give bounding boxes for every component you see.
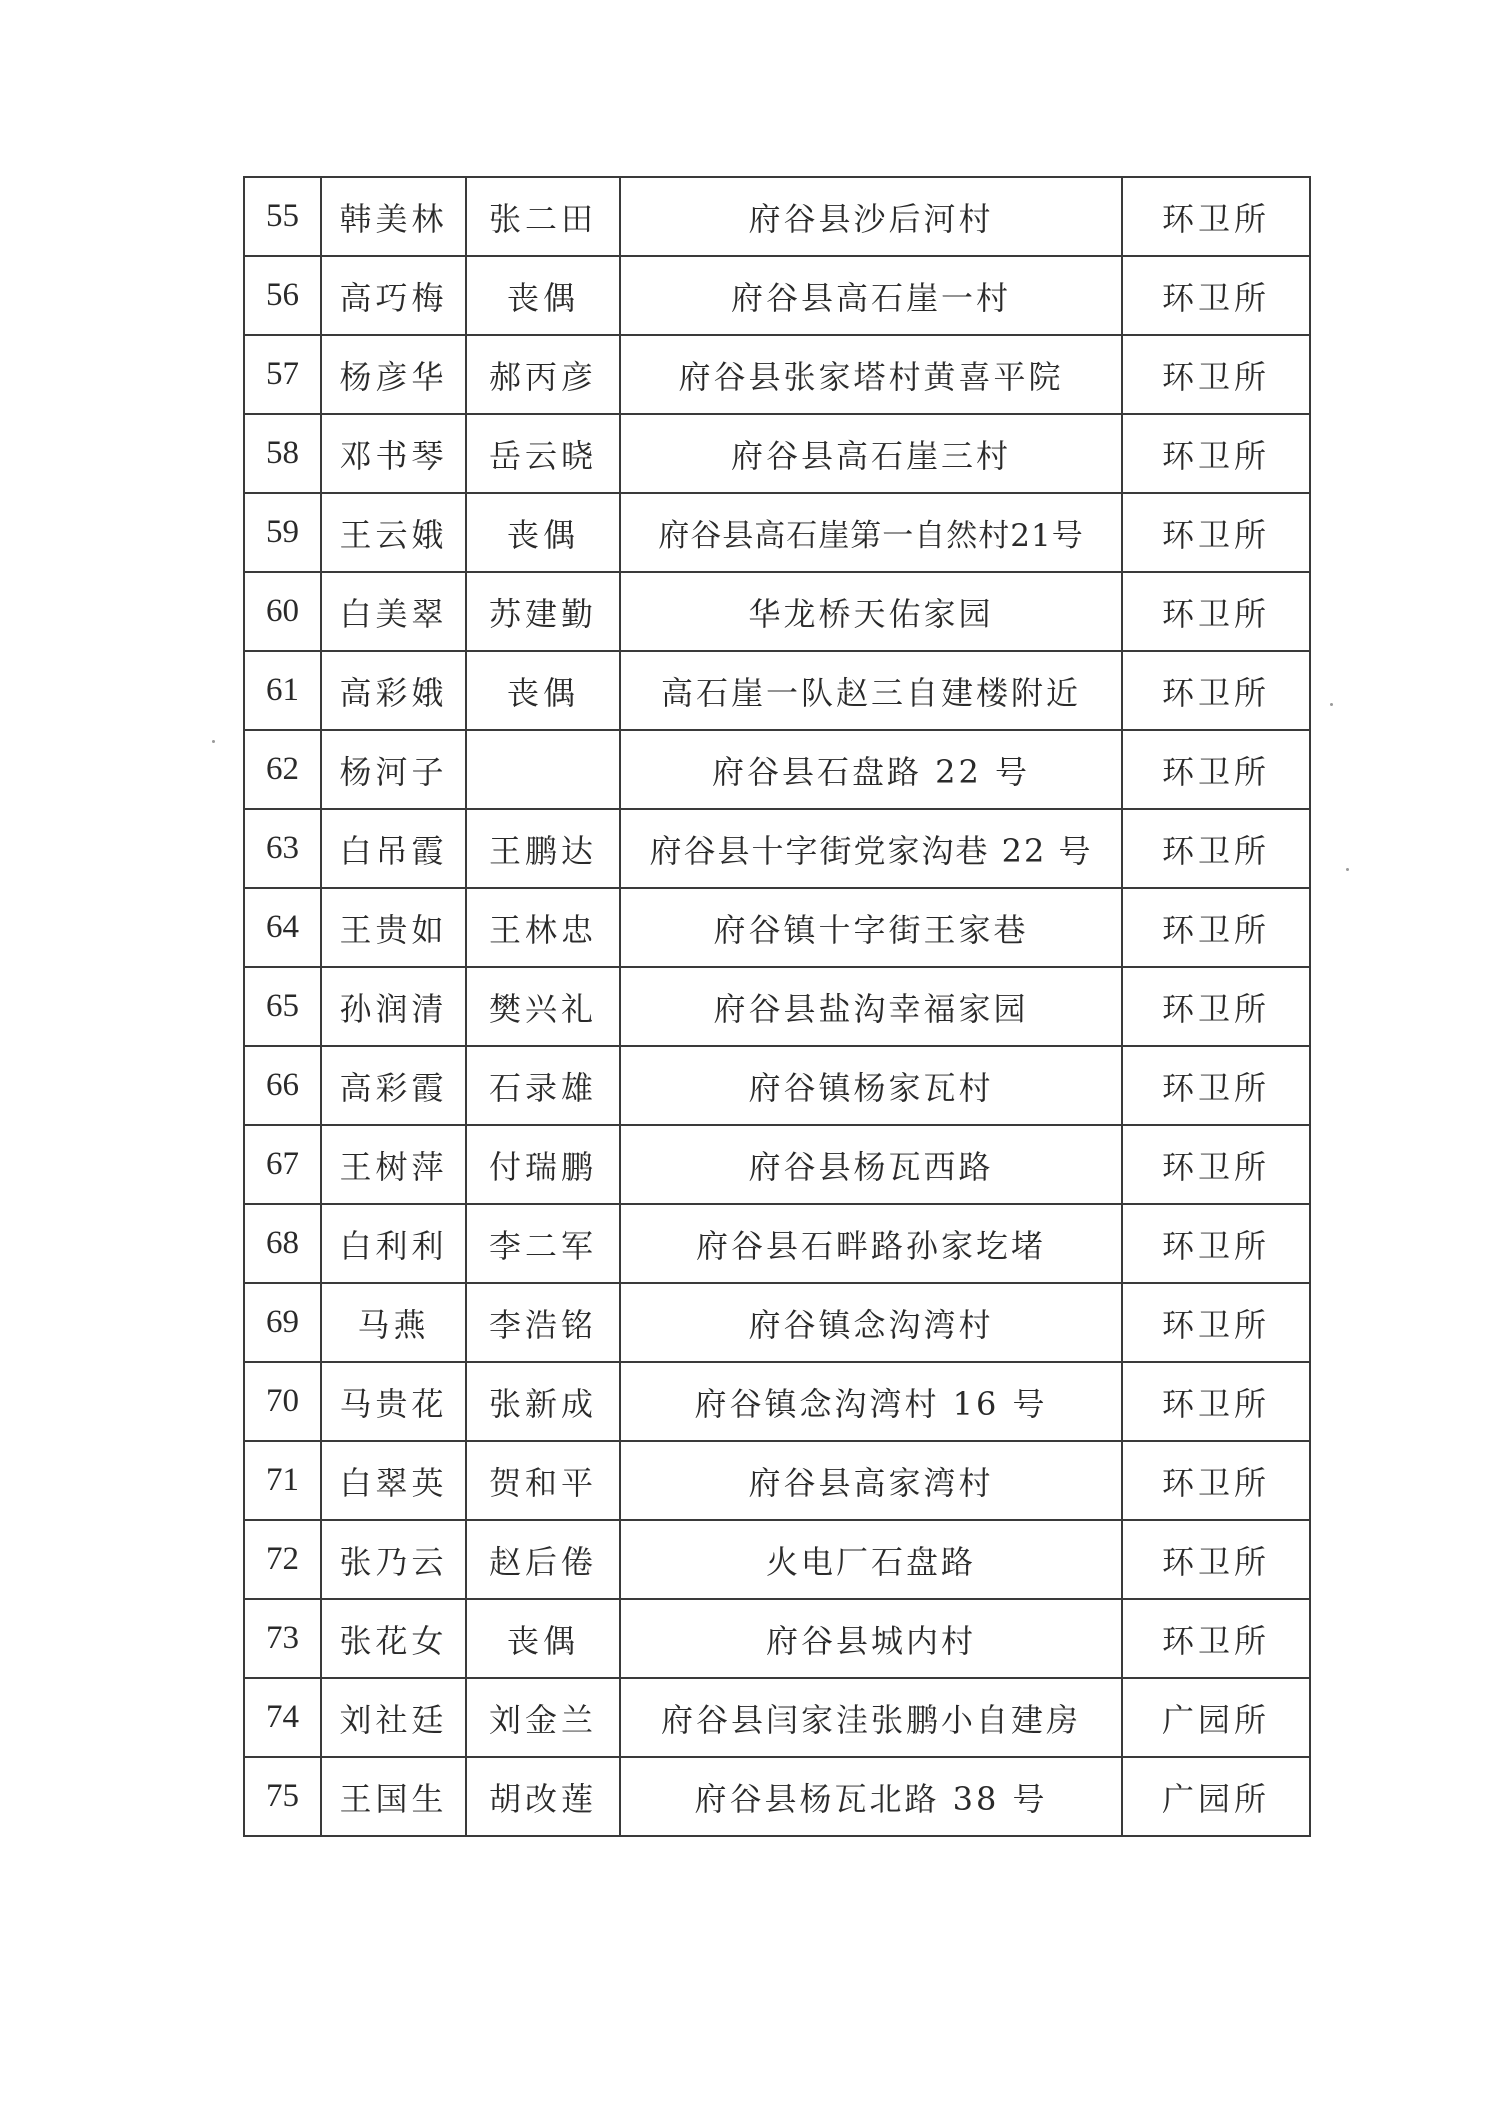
unit-cell: 环卫所	[1122, 493, 1310, 572]
name-cell: 白翠英	[321, 1441, 466, 1520]
spouse-cell: 张新成	[466, 1362, 620, 1441]
table-row	[244, 1125, 1310, 1204]
row-number-cell: 72	[244, 1520, 321, 1599]
row-number-cell: 58	[244, 414, 321, 493]
row-number-cell: 71	[244, 1441, 321, 1520]
table-row	[244, 888, 1310, 967]
row-number-cell: 57	[244, 335, 321, 414]
name-cell: 孙润清	[321, 967, 466, 1046]
row-number-cell: 60	[244, 572, 321, 651]
spouse-cell	[466, 730, 620, 809]
name-cell: 高彩霞	[321, 1046, 466, 1125]
unit-cell: 环卫所	[1122, 1283, 1310, 1362]
spouse-cell: 李二军	[466, 1204, 620, 1283]
row-number-cell: 75	[244, 1757, 321, 1836]
address-cell: 府谷县城内村	[620, 1599, 1122, 1678]
name-cell: 高彩娥	[321, 651, 466, 730]
table-row	[244, 414, 1310, 493]
unit-cell: 环卫所	[1122, 1599, 1310, 1678]
name-cell: 王树萍	[321, 1125, 466, 1204]
address-cell: 高石崖一队赵三自建楼附近	[620, 651, 1122, 730]
table-row	[244, 1520, 1310, 1599]
table-row	[244, 256, 1310, 335]
name-cell: 王贵如	[321, 888, 466, 967]
name-cell: 杨河子	[321, 730, 466, 809]
name-cell: 王云娥	[321, 493, 466, 572]
address-cell: 火电厂石盘路	[620, 1520, 1122, 1599]
scan-speck	[212, 740, 215, 743]
name-cell: 张花女	[321, 1599, 466, 1678]
unit-cell: 环卫所	[1122, 1441, 1310, 1520]
row-number-cell: 68	[244, 1204, 321, 1283]
table-row	[244, 1204, 1310, 1283]
spouse-cell: 丧偶	[466, 1599, 620, 1678]
row-number-cell: 70	[244, 1362, 321, 1441]
address-cell: 府谷县盐沟幸福家园	[620, 967, 1122, 1046]
name-cell: 马贵花	[321, 1362, 466, 1441]
scan-speck	[1330, 703, 1333, 706]
table-row	[244, 967, 1310, 1046]
spouse-cell: 丧偶	[466, 651, 620, 730]
address-cell: 府谷镇念沟湾村	[620, 1283, 1122, 1362]
spouse-cell: 刘金兰	[466, 1678, 620, 1757]
unit-cell: 环卫所	[1122, 1204, 1310, 1283]
unit-cell: 环卫所	[1122, 967, 1310, 1046]
row-number-cell: 67	[244, 1125, 321, 1204]
name-cell: 马燕	[321, 1283, 466, 1362]
roster-table	[243, 176, 1311, 1837]
name-cell: 白美翠	[321, 572, 466, 651]
row-number-cell: 55	[244, 177, 321, 256]
spouse-cell: 胡改莲	[466, 1757, 620, 1836]
address-cell: 府谷县高石崖一村	[620, 256, 1122, 335]
table-row	[244, 335, 1310, 414]
spouse-cell: 王鹏达	[466, 809, 620, 888]
address-cell: 府谷县石盘路 22 号	[620, 730, 1122, 809]
spouse-cell: 丧偶	[466, 256, 620, 335]
address-cell: 府谷县石畔路孙家圪堵	[620, 1204, 1122, 1283]
address-cell: 华龙桥天佑家园	[620, 572, 1122, 651]
spouse-cell: 郝丙彦	[466, 335, 620, 414]
unit-cell: 环卫所	[1122, 730, 1310, 809]
table-row	[244, 177, 1310, 256]
roster-table-body	[244, 177, 1310, 1836]
name-cell: 白吊霞	[321, 809, 466, 888]
spouse-cell: 樊兴礼	[466, 967, 620, 1046]
address-cell: 府谷县闫家洼张鹏小自建房	[620, 1678, 1122, 1757]
unit-cell: 广园所	[1122, 1678, 1310, 1757]
table-row	[244, 809, 1310, 888]
name-cell: 高巧梅	[321, 256, 466, 335]
row-number-cell: 69	[244, 1283, 321, 1362]
name-cell: 邓书琴	[321, 414, 466, 493]
table-row	[244, 572, 1310, 651]
unit-cell: 环卫所	[1122, 335, 1310, 414]
name-cell: 韩美林	[321, 177, 466, 256]
address-cell: 府谷县十字街党家沟巷 22 号	[620, 809, 1122, 888]
address-cell: 府谷县杨瓦西路	[620, 1125, 1122, 1204]
scan-speck	[1346, 868, 1349, 871]
row-number-cell: 64	[244, 888, 321, 967]
row-number-cell: 74	[244, 1678, 321, 1757]
table-row	[244, 1046, 1310, 1125]
address-cell: 府谷县张家塔村黄喜平院	[620, 335, 1122, 414]
unit-cell: 环卫所	[1122, 1362, 1310, 1441]
row-number-cell: 61	[244, 651, 321, 730]
name-cell: 张乃云	[321, 1520, 466, 1599]
unit-cell: 广园所	[1122, 1757, 1310, 1836]
unit-cell: 环卫所	[1122, 809, 1310, 888]
name-cell: 王国生	[321, 1757, 466, 1836]
table-row	[244, 1599, 1310, 1678]
spouse-cell: 张二田	[466, 177, 620, 256]
unit-cell: 环卫所	[1122, 572, 1310, 651]
unit-cell: 环卫所	[1122, 651, 1310, 730]
table-row	[244, 1283, 1310, 1362]
unit-cell: 环卫所	[1122, 1520, 1310, 1599]
unit-cell: 环卫所	[1122, 888, 1310, 967]
row-number-cell: 63	[244, 809, 321, 888]
name-cell: 杨彦华	[321, 335, 466, 414]
spouse-cell: 贺和平	[466, 1441, 620, 1520]
spouse-cell: 石录雄	[466, 1046, 620, 1125]
spouse-cell: 付瑞鹏	[466, 1125, 620, 1204]
row-number-cell: 56	[244, 256, 321, 335]
address-cell: 府谷县杨瓦北路 38 号	[620, 1757, 1122, 1836]
spouse-cell: 李浩铭	[466, 1283, 620, 1362]
address-cell: 府谷镇杨家瓦村	[620, 1046, 1122, 1125]
address-cell: 府谷县沙后河村	[620, 177, 1122, 256]
address-cell: 府谷县高石崖三村	[620, 414, 1122, 493]
spouse-cell: 岳云晓	[466, 414, 620, 493]
table-row	[244, 651, 1310, 730]
unit-cell: 环卫所	[1122, 256, 1310, 335]
unit-cell: 环卫所	[1122, 1046, 1310, 1125]
row-number-cell: 66	[244, 1046, 321, 1125]
table-row	[244, 493, 1310, 572]
address-cell: 府谷县高家湾村	[620, 1441, 1122, 1520]
address-cell: 府谷镇十字街王家巷	[620, 888, 1122, 967]
spouse-cell: 赵后倦	[466, 1520, 620, 1599]
unit-cell: 环卫所	[1122, 414, 1310, 493]
row-number-cell: 73	[244, 1599, 321, 1678]
address-cell: 府谷镇念沟湾村 16 号	[620, 1362, 1122, 1441]
table-row	[244, 1678, 1310, 1757]
spouse-cell: 苏建勤	[466, 572, 620, 651]
address-cell: 府谷县高石崖第一自然村21号	[620, 493, 1122, 572]
spouse-cell: 王林忠	[466, 888, 620, 967]
table-row	[244, 730, 1310, 809]
name-cell: 白利利	[321, 1204, 466, 1283]
table-row	[244, 1757, 1310, 1836]
row-number-cell: 59	[244, 493, 321, 572]
unit-cell: 环卫所	[1122, 1125, 1310, 1204]
row-number-cell: 62	[244, 730, 321, 809]
row-number-cell: 65	[244, 967, 321, 1046]
table-row	[244, 1362, 1310, 1441]
unit-cell: 环卫所	[1122, 177, 1310, 256]
name-cell: 刘社廷	[321, 1678, 466, 1757]
table-row	[244, 1441, 1310, 1520]
spouse-cell: 丧偶	[466, 493, 620, 572]
